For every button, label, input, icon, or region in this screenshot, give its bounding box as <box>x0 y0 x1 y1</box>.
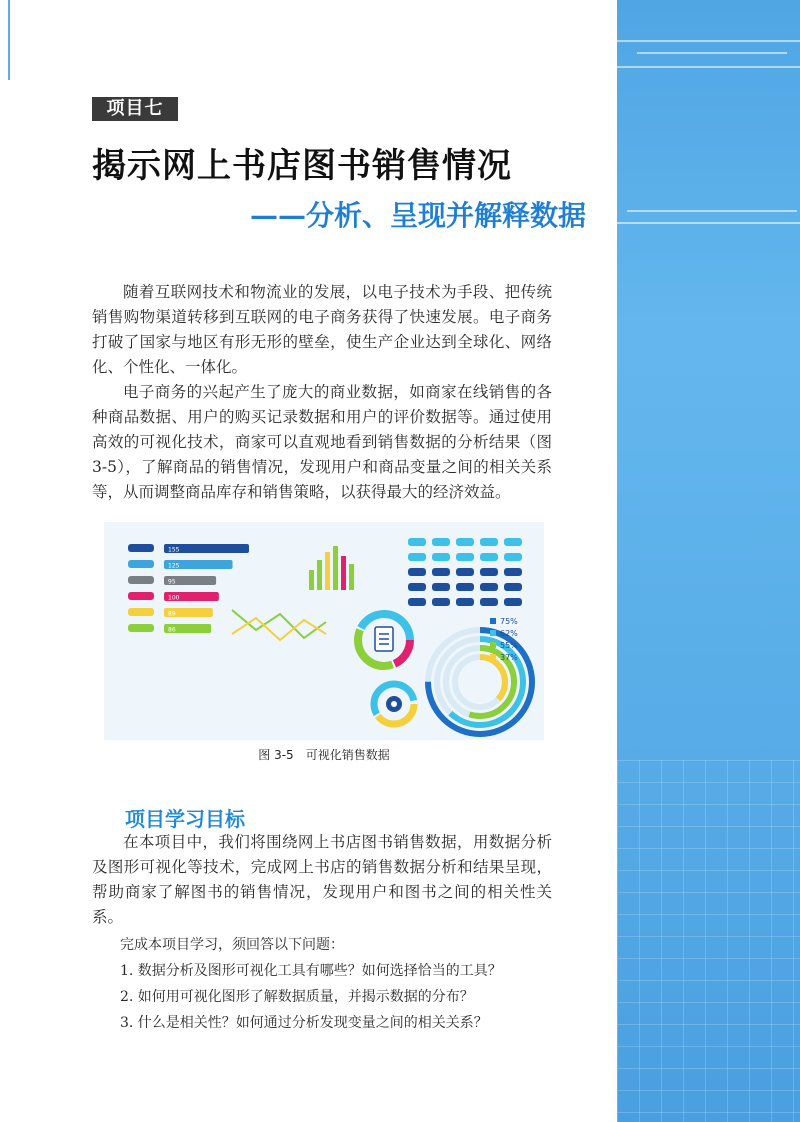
intro-paragraph-2: 电子商务的兴起产生了庞大的商业数据，如商家在线销售的各种商品数据、用户的购买记录数据和用户的评价数据等。通过使用高效的可视化技术，商家可以直观地看到销售数据的分析结果（图3-5），了解商品的销售情况，发现用户和商品变量之间的相关关系等，从而调整商品库存和销售策略，以获得最大的经济效益。 <box>92 383 552 501</box>
car-icon <box>480 598 498 606</box>
car-icon <box>408 553 426 561</box>
bar-value-label: 125 <box>168 562 180 570</box>
bar-value-label: 155 <box>168 546 180 554</box>
car-icon <box>480 538 498 546</box>
truck-icon <box>128 544 154 552</box>
bar-value-label: 95 <box>168 578 176 586</box>
car-icon <box>480 568 498 576</box>
question-item: 1. 数据分析及图形可视化工具有哪些？如何选择恰当的工具？ <box>120 963 502 979</box>
legend-label: 37% <box>500 653 518 662</box>
legend-label: 75% <box>500 617 518 626</box>
car-icon <box>408 583 426 591</box>
questions-intro: 完成本项目学习，须回答以下问题： <box>120 937 344 953</box>
legend-label: 55% <box>500 641 518 650</box>
car-icon <box>504 598 522 606</box>
legend-swatch <box>490 630 496 636</box>
mini-bar <box>309 570 314 590</box>
page-title: 揭示网上书店图书销售情况 <box>92 146 512 186</box>
car-icon <box>432 598 450 606</box>
car-icon <box>432 583 450 591</box>
bar-value-label: 100 <box>168 594 180 602</box>
car-icon <box>432 538 450 546</box>
objectives-paragraph: 在本项目中，我们将围绕网上书店图书销售数据，用数据分析及图形可视化等技术，完成网上书店的销售数据分析和结果呈现，帮助商家了解图书的销售情况，发现用户和图书之间的相关性关系。 <box>92 833 552 926</box>
page-subtitle: ——分析、呈现并解释数据 <box>250 199 587 232</box>
car-icon <box>128 608 154 616</box>
legend-label: 62% <box>500 629 518 638</box>
car-icon <box>408 568 426 576</box>
mini-bar <box>349 564 354 590</box>
section-heading: 项目学习目标 <box>125 807 245 831</box>
project-tag: 项目七 <box>92 97 178 121</box>
legend-swatch <box>490 654 496 660</box>
car-icon <box>128 576 154 584</box>
bar-value-label: 89 <box>168 610 176 618</box>
question-item: 2. 如何用可视化图形了解数据质量，并揭示数据的分布？ <box>120 989 474 1005</box>
car-icon <box>480 583 498 591</box>
car-icon <box>128 592 154 600</box>
figure-graphic <box>104 522 544 740</box>
car-icon <box>504 568 522 576</box>
progress-donut <box>358 614 410 666</box>
car-icon <box>408 598 426 606</box>
car-icon <box>432 568 450 576</box>
car-icon <box>456 598 474 606</box>
car-icon <box>456 553 474 561</box>
car-icon <box>128 560 154 568</box>
car-icon <box>504 583 522 591</box>
legend-swatch <box>490 642 496 648</box>
car-icon <box>408 538 426 546</box>
mini-bar <box>325 552 330 590</box>
bar-value-label: 86 <box>168 626 176 634</box>
decorative-side-band <box>617 0 800 1122</box>
mini-bar <box>341 556 346 590</box>
legend-swatch <box>490 618 496 624</box>
car-icon <box>504 538 522 546</box>
question-item: 3. 什么是相关性？如何通过分析发现变量之间的相关关系？ <box>120 1015 488 1031</box>
decorative-edge-line <box>8 0 10 80</box>
car-icon <box>504 553 522 561</box>
car-icon <box>456 583 474 591</box>
sales-visualization-figure <box>104 522 544 740</box>
car-icon <box>480 553 498 561</box>
car-icon <box>432 553 450 561</box>
figure-caption: 图 3-5 可视化销售数据 <box>258 748 390 762</box>
intro-paragraph-1: 随着互联网技术和物流业的发展，以电子技术为手段、把传统销售购物渠道转移到互联网的电子商务获得了快速发展。电子商务打破了国家与地区有形无形的壁垒，使生产企业达到全球化、网络化、个性化、一体化。 <box>92 283 552 376</box>
mini-bar <box>317 560 322 590</box>
car-icon <box>456 568 474 576</box>
mini-bar <box>333 546 338 590</box>
car-icon <box>456 538 474 546</box>
car-icon <box>128 624 154 632</box>
gear-donut <box>374 684 414 724</box>
